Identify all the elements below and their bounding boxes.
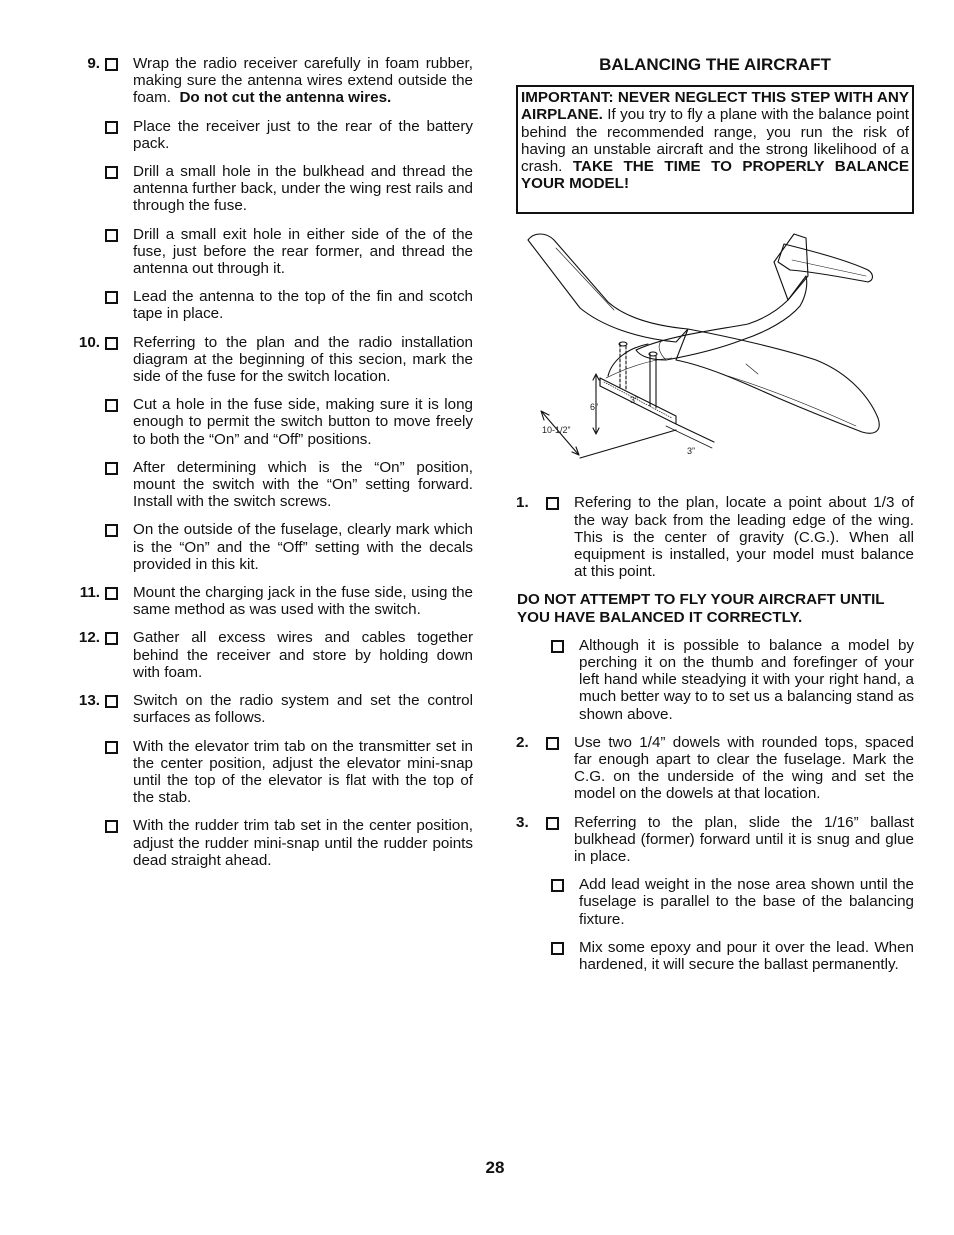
checkbox-icon[interactable] xyxy=(546,817,559,830)
step-9-substep-3 xyxy=(70,226,473,278)
important-lead: IMPORTANT: NEVER NEGLECT THIS STEP WITH ANY AIRPLANE. xyxy=(521,89,909,124)
checkbox-icon[interactable] xyxy=(105,166,118,179)
step-3 xyxy=(516,814,914,866)
step-text: Use two 1/4” dowels with rounded tops, spaced far enough apart to clear the fuselage. Mark the C.G. on the underside of the wing and set the model on the dowels at that location. xyxy=(574,733,914,803)
checkbox-icon[interactable] xyxy=(551,640,564,653)
step-text: Drill a small exit hole in either side of the of the fuse, just before the rear former, and thread the antenna out through it. xyxy=(133,225,473,278)
step-number: 9. xyxy=(87,55,100,72)
step-text: Although it is possible to balance a model by perching it on the thumb and forefinger of your left hand while steadying it with your right hand, a much better way to to set us a balancing stand as shown above. xyxy=(579,636,914,723)
warning-text: Do not cut the antenna wires. xyxy=(179,89,392,107)
checkbox-icon[interactable] xyxy=(105,121,118,134)
step-2 xyxy=(516,734,914,803)
checkbox-icon[interactable] xyxy=(105,399,118,412)
step-text: Switch on the radio system and set the control surfaces as follows. xyxy=(133,692,473,727)
section-heading: BALANCING THE AIRCRAFT xyxy=(599,55,831,74)
checkbox-icon[interactable] xyxy=(546,737,559,750)
checkbox-icon[interactable] xyxy=(105,524,118,537)
step-9 xyxy=(70,55,473,107)
left-column xyxy=(70,55,473,880)
balancing-stand-illustration xyxy=(516,226,914,494)
step-13-substep-1 xyxy=(70,738,473,807)
warning-text: DO NOT ATTEMPT TO FLY YOUR AIRCRAFT UNTIL YOU HAVE BALANCED IT CORRECTLY. xyxy=(517,591,885,626)
step-number: 10. xyxy=(78,333,100,351)
step-10-substep-3 xyxy=(70,521,473,573)
step-text: With the elevator trim tab on the transmitter set in the center position, adjust the elevator mini-snap until the top of the elevator is flat with the top of the stab. xyxy=(133,737,473,807)
important-text: If you try to fly a plane with the balance point behind the recommended range, you run the risk of having an unstable aircraft and the strong likelihood of a crash. xyxy=(521,106,909,176)
step-text: On the outside of the fuselage, clearly mark which is the “On” and the “Off” setting with the decals provided in this kit. xyxy=(133,521,473,573)
dimension-3-bottom-label: 3” xyxy=(687,446,696,457)
step-text: Place the receiver just to the rear of the battery pack. xyxy=(133,117,473,152)
step-number: 1. xyxy=(516,494,529,512)
checkbox-icon[interactable] xyxy=(105,695,118,708)
step-1 xyxy=(516,494,914,580)
checkbox-icon[interactable] xyxy=(105,587,118,600)
step-text: Mix some epoxy and pour it over the lead. When hardened, it will secure the ballast permanently. xyxy=(579,938,914,974)
step-10-substep-2 xyxy=(70,459,473,511)
step-10 xyxy=(70,334,473,386)
dimension-6-label: 6” xyxy=(590,402,599,413)
step-3-substep-1 xyxy=(516,876,914,928)
step-12 xyxy=(70,629,473,681)
step-text: Drill a small hole in the bulkhead and thread the antenna further back, under the wing rest rails and through the fuse. xyxy=(133,163,473,215)
airplane-balance-drawing xyxy=(516,226,914,494)
page-number: 28 xyxy=(485,1158,505,1177)
step-text: After determining which is the “On” position, mount the switch with the “On” setting forward. Install with the switch screws. xyxy=(133,458,473,511)
step-text: Wrap the radio receiver carefully in foam rubber, making sure the antenna wires extend outside the foam. Do not cut the antenna wires. xyxy=(133,55,473,107)
step-13 xyxy=(70,692,473,726)
step-number: 3. xyxy=(516,813,529,831)
checkbox-icon[interactable] xyxy=(105,741,118,754)
checkbox-icon[interactable] xyxy=(105,462,118,475)
checkbox-icon[interactable] xyxy=(105,291,118,304)
step-9-substep-4 xyxy=(70,288,473,322)
dimension-3-top-label: 3” xyxy=(630,395,639,406)
dimension-10-label: 10-1/2” xyxy=(542,425,571,436)
step-number: 11. xyxy=(79,584,100,602)
step-11 xyxy=(70,584,473,618)
step-9-substep-1 xyxy=(70,118,473,152)
step-9-substep-2 xyxy=(70,163,473,215)
important-emphasis: TAKE THE TIME TO PROPERLY BALANCE YOUR MODEL! xyxy=(521,158,910,193)
checkbox-icon[interactable] xyxy=(105,229,118,242)
step-text: Referring to the plan, slide the 1/16” ballast bulkhead (former) forward until it is snug and glue in place. xyxy=(574,813,914,866)
step-number: 12. xyxy=(78,629,100,647)
checkbox-icon[interactable] xyxy=(105,58,118,71)
right-column xyxy=(516,55,914,984)
step-text: Cut a hole in the fuse side, making sure it is long enough to permit the switch button to move freely to both the “On” and “Off” positions. xyxy=(133,396,473,448)
step-text: With the rudder trim tab set in the center position, adjust the rudder mini-snap until the rudder points dead straight ahead. xyxy=(133,817,473,869)
step-10-substep-1 xyxy=(70,396,473,448)
checkbox-icon[interactable] xyxy=(551,879,564,892)
step-text: Gather all excess wires and cables together behind the receiver and store by holding down with foam. xyxy=(133,629,473,681)
step-text: Referring to the plan and the radio installation diagram at the beginning of this secion, mark the side of the fuse for the switch location. xyxy=(133,333,473,386)
step-3-substep-2 xyxy=(516,939,914,973)
step-number: 13. xyxy=(78,692,100,710)
checkbox-icon[interactable] xyxy=(105,337,118,350)
step-1-substep-1 xyxy=(516,637,914,723)
checkbox-icon[interactable] xyxy=(546,497,559,510)
checkbox-icon[interactable] xyxy=(105,820,118,833)
step-13-substep-2 xyxy=(70,817,473,869)
checkbox-icon[interactable] xyxy=(551,942,564,955)
step-text: Lead the antenna to the top of the fin and scotch tape in place. xyxy=(133,288,473,323)
step-text: Mount the charging jack in the fuse side, using the same method as was used with the switch. xyxy=(133,584,473,619)
checkbox-icon[interactable] xyxy=(105,632,118,645)
step-text: Add lead weight in the nose area shown until the fuselage is parallel to the base of the balancing fixture. xyxy=(579,876,914,928)
step-number: 2. xyxy=(516,733,529,751)
important-notice-box xyxy=(516,85,914,214)
step-text: Refering to the plan, locate a point about 1/3 of the way back from the leading edge of the wing. This is the center of gravity (C.G.). When all equipment is installed, your model must balance at this point. xyxy=(574,494,914,581)
